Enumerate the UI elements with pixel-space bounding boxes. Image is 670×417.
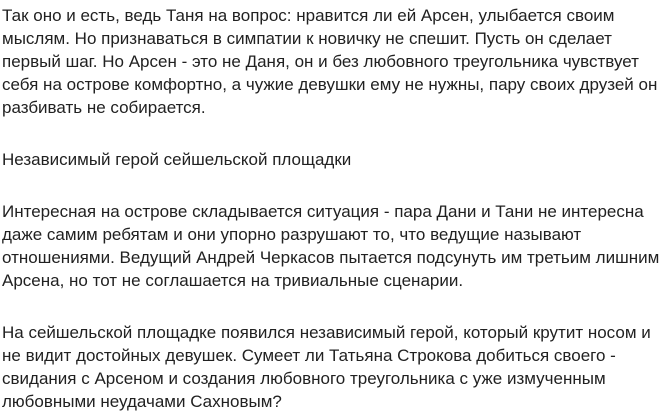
article-paragraph-1: Так оно и есть, ведь Таня на вопрос: нравится ли ей Арсен, улыбается своим мыслям. Но признаваться в симпатии к новичку не спешит. Пусть он сделает первый шаг. Но Арсен - это не Даня, он и без любовного треугольника чувствует себя на острове комфортно, а чужие девушки ему не нужны, пару своих друзей он разбивать не собирается. — [2, 6, 658, 117]
article-paragraph-3: На сейшельской площадке появился независимый герой, который крутит носом и не видит достойных девушек. Сумеет ли Татьяна Строкова добиться своего - свидания с Арсеном и создания любовного треугольника с уже измученным любовными неудачами Сахновым? — [2, 323, 651, 411]
article-paragraph-2: Интересная на острове складывается ситуация - пара Дани и Тани не интересна даже самим ребятам и они упорно разрушают то, что ведущие называют отношениями. Ведущий Андрей Черкасов пытается подсунуть им третьим лишним Арсена, но тот не соглашается на тривиальные сценарии. — [2, 202, 660, 290]
article-subheading: Независимый герой сейшельской площадки — [2, 150, 352, 169]
